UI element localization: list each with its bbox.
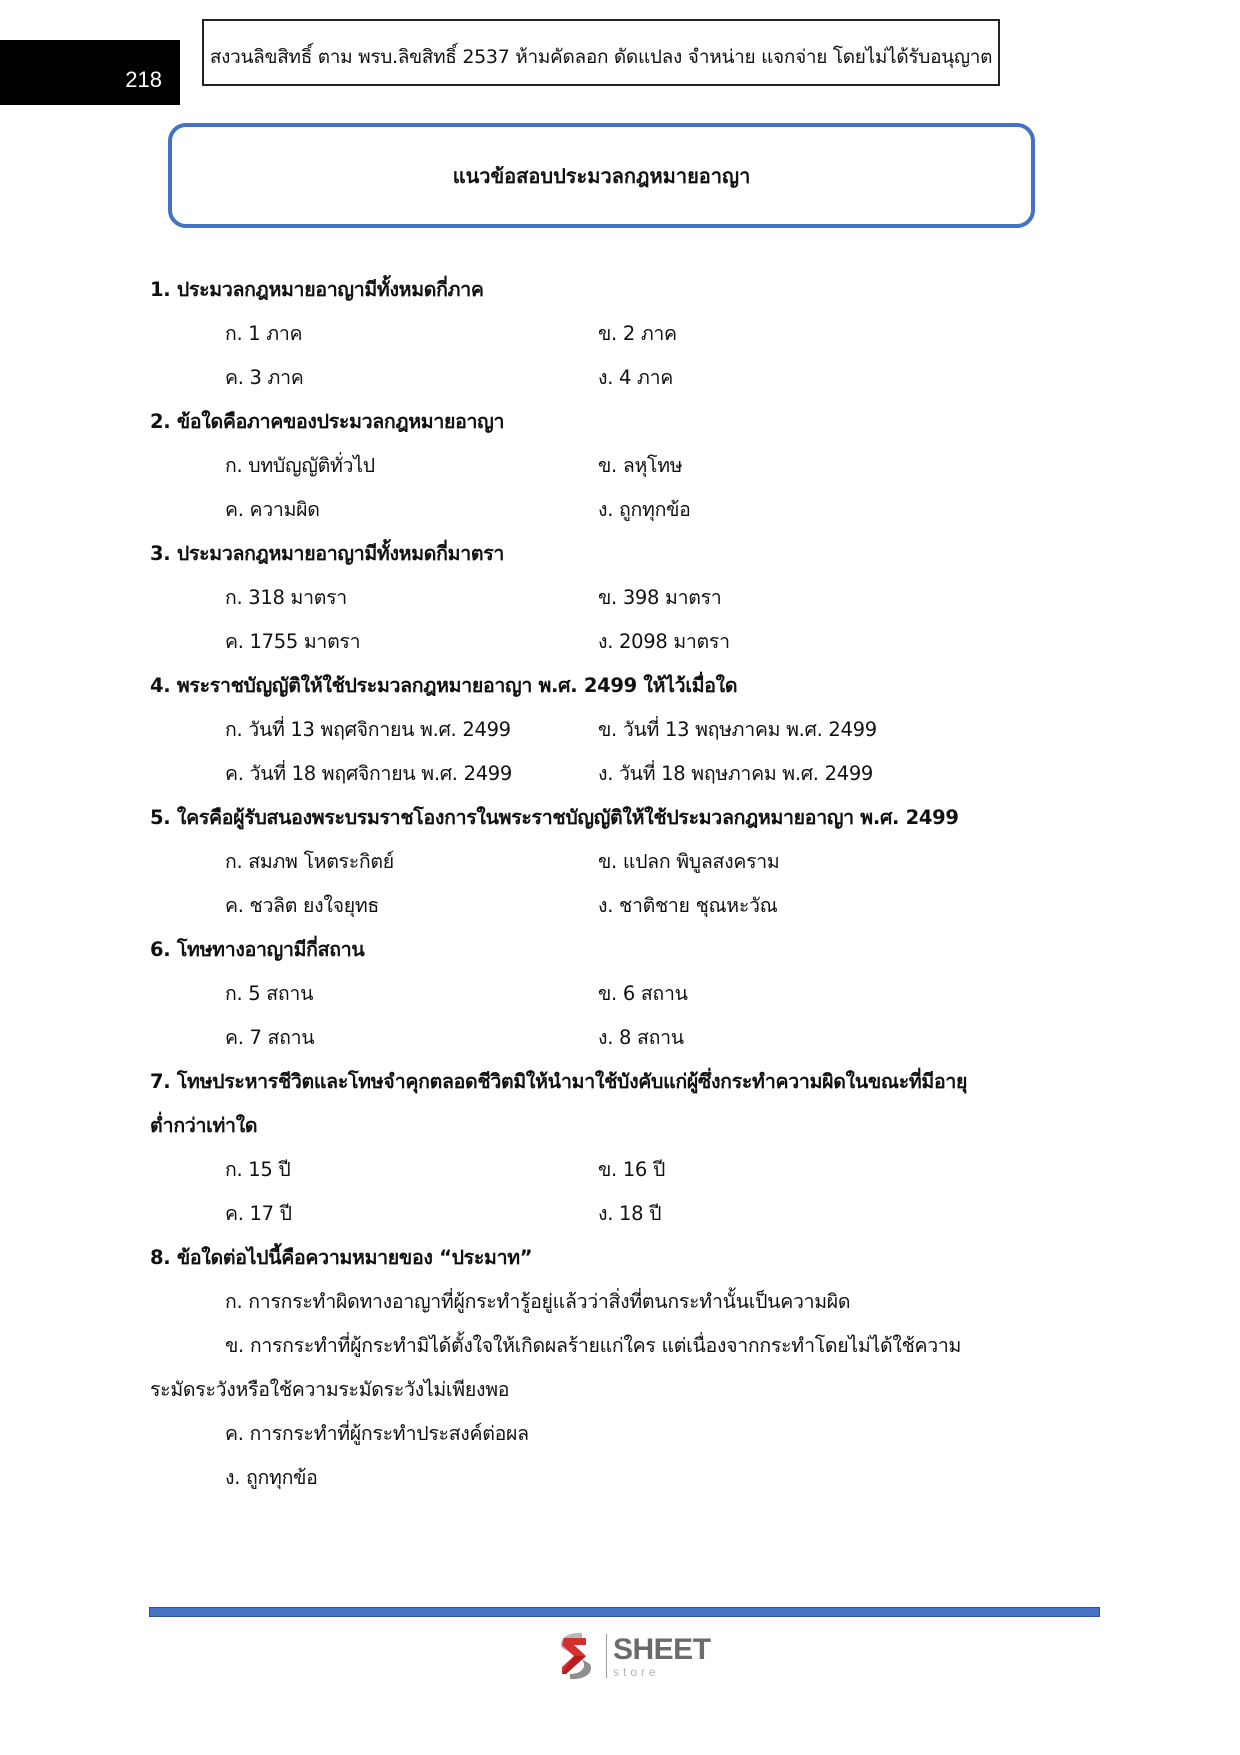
option-c: ค. ชวลิต ยงใจยุทธ — [225, 894, 380, 917]
page-title: แนวข้อสอบประมวลกฎหมายอาญา — [452, 163, 751, 188]
option-c: ค. 1755 มาตรา — [225, 630, 361, 653]
question-text-line-2: ต่ำกว่าเท่าใด — [150, 1114, 258, 1137]
option-c: ค. ความผิด — [225, 498, 320, 521]
logo-wordmark: SHEET — [613, 1632, 711, 1666]
option-c: ค. 17 ปี — [225, 1202, 292, 1225]
question-4 — [150, 664, 1080, 796]
option-a: ก. วันที่ 13 พฤศจิกายน พ.ศ. 2499 — [225, 718, 511, 741]
question-3 — [150, 532, 1080, 664]
option-a: ก. 5 สถาน — [225, 982, 314, 1005]
sheet-store-s-logo-icon — [552, 1630, 600, 1682]
question-6 — [150, 928, 1080, 1060]
option-b: ข. 2 ภาค — [598, 322, 677, 345]
option-d: ง. 4 ภาค — [598, 366, 673, 389]
option-d: ง. ชาติชาย ชุณหะวัณ — [598, 894, 778, 917]
option-a: ก. การกระทำผิดทางอาญาที่ผู้กระทำรู้อยู่แล้วว่าสิ่งที่ตนกระทำนั้นเป็นความผิด — [225, 1290, 851, 1313]
footer-divider-bar — [149, 1607, 1100, 1617]
question-5 — [150, 796, 1080, 928]
question-text-line-1: 7. โทษประหารชีวิตและโทษจำคุกตลอดชีวิตมิให้นำมาใช้บังคับแก่ผู้ซึ่งกระทำความผิดในขณะที่มีอายุ — [150, 1070, 968, 1093]
option-d: ง. 2098 มาตรา — [598, 630, 730, 653]
option-a: ก. 318 มาตรา — [225, 586, 347, 609]
option-c: ค. การกระทำที่ผู้กระทำประสงค์ต่อผล — [225, 1422, 529, 1445]
option-a: ก. 1 ภาค — [225, 322, 303, 345]
option-b: ข. 6 สถาน — [598, 982, 688, 1005]
option-b: ข. 16 ปี — [598, 1158, 666, 1181]
question-text: 1. ประมวลกฎหมายอาญามีทั้งหมดกี่ภาค — [150, 278, 484, 301]
logo-subtitle: store — [613, 1664, 660, 1679]
question-text: 4. พระราชบัญญัติให้ใช้ประมวลกฎหมายอาญา พ.ศ. 2499 ให้ไว้เมื่อใด — [150, 674, 738, 697]
page-number: 218 — [125, 67, 162, 92]
option-b: ข. การกระทำที่ผู้กระทำมิได้ตั้งใจให้เกิดผลร้ายแก่ใคร แต่เนื่องจากกระทำโดยไม่ได้ใช้ความ — [225, 1334, 962, 1357]
option-c: ค. 7 สถาน — [225, 1026, 315, 1049]
option-c: ค. วันที่ 18 พฤศจิกายน พ.ศ. 2499 — [225, 762, 513, 785]
option-b: ข. ลหุโทษ — [598, 454, 683, 477]
option-d: ง. 8 สถาน — [598, 1026, 684, 1049]
question-text: 8. ข้อใดต่อไปนี้คือความหมายของ “ประมาท” — [150, 1246, 533, 1269]
sheet-store-logo — [552, 1628, 711, 1684]
option-b: ข. แปลก พิบูลสงคราม — [598, 850, 780, 873]
option-a: ก. 15 ปี — [225, 1158, 291, 1181]
option-d: ง. วันที่ 18 พฤษภาคม พ.ศ. 2499 — [598, 762, 874, 785]
option-b: ข. 398 มาตรา — [598, 586, 722, 609]
option-c: ค. 3 ภาค — [225, 366, 304, 389]
option-b: ข. วันที่ 13 พฤษภาคม พ.ศ. 2499 — [598, 718, 877, 741]
question-text: 3. ประมวลกฎหมายอาญามีทั้งหมดกี่มาตรา — [150, 542, 505, 565]
option-b-continuation: ระมัดระวังหรือใช้ความระมัดระวังไม่เพียงพอ — [150, 1378, 510, 1401]
question-8 — [150, 1236, 1080, 1500]
question-2 — [150, 400, 1080, 532]
option-a: ก. บทบัญญัติทั่วไป — [225, 454, 375, 477]
question-text: 2. ข้อใดคือภาคของประมวลกฎหมายอาญา — [150, 410, 505, 433]
copyright-notice: สงวนลิขสิทธิ์ ตาม พรบ.ลิขสิทธิ์ 2537 ห้ามคัดลอก ดัดแปลง จำหน่าย แจกจ่าย โดยไม่ได้รับอนุญาต — [209, 45, 993, 68]
page-number-box — [0, 40, 180, 105]
option-d: ง. ถูกทุกข้อ — [598, 498, 691, 521]
question-list — [150, 268, 1080, 1500]
question-1 — [150, 268, 1080, 400]
copyright-notice-box — [202, 19, 1000, 86]
option-d: ง. 18 ปี — [598, 1202, 662, 1225]
question-text: 5. ใครคือผู้รับสนองพระบรมราชโองการในพระราชบัญญัติให้ใช้ประมวลกฎหมายอาญา พ.ศ. 2499 — [150, 806, 959, 829]
question-7 — [150, 1060, 1080, 1236]
title-box — [168, 123, 1035, 228]
logo-separator — [606, 1634, 607, 1678]
question-text: 6. โทษทางอาญามีกี่สถาน — [150, 938, 365, 961]
option-a: ก. สมภพ โหตระกิตย์ — [225, 850, 394, 873]
option-d: ง. ถูกทุกข้อ — [225, 1466, 318, 1489]
